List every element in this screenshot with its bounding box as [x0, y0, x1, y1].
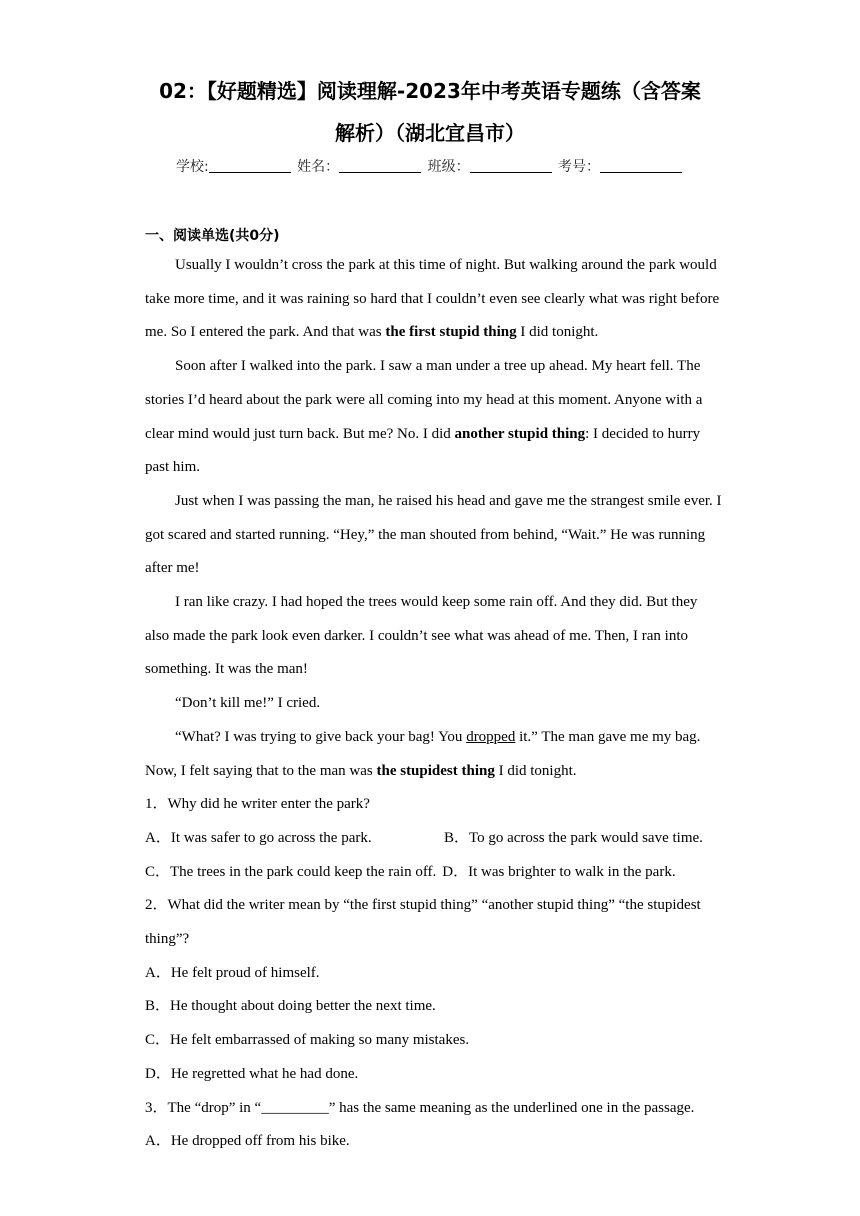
option-c[interactable]: C．The trees in the park could keep the rain off.	[145, 863, 437, 880]
question-1: 1．Why did he writer enter the park?	[145, 796, 370, 813]
question-2: 2．What did the writer mean by “the first stupid thing” “another stupid thing” “the stupidest thing”?	[145, 897, 701, 948]
exam-number-blank[interactable]	[600, 158, 682, 173]
passage-paragraph: “Don’t kill me!” I cried.	[175, 695, 321, 712]
exam-number-label: 考号：	[558, 159, 601, 175]
option-b[interactable]: B．He thought about doing better the next time.	[145, 998, 436, 1015]
document-title-line2: 解析）（湖北宜昌市）	[335, 121, 525, 145]
bold-phrase: the stupidest thing	[376, 762, 495, 779]
school-blank[interactable]	[209, 158, 291, 173]
underlined-word: dropped	[466, 728, 516, 745]
bold-phrase: the first stupid thing	[385, 324, 517, 341]
student-info-line	[0, 156, 860, 176]
name-blank[interactable]	[339, 158, 421, 173]
section-heading: 一、阅读单选(共0分)	[145, 228, 280, 244]
class-blank[interactable]	[470, 158, 552, 173]
school-label: 学校:	[175, 159, 209, 175]
option-d[interactable]: D．It was brighter to walk in the park.	[442, 863, 676, 880]
document-body	[145, 249, 725, 1159]
passage-paragraph: Usually I wouldn’t cross the park at this time of night. But walking around the park would take more time, and it was raining so hard that I couldn’t even see clearly what was right before me. So I entered the park. And that was the first stupid thing I did tonight.	[145, 257, 720, 341]
name-label: 姓名：	[297, 159, 340, 175]
passage-paragraph: Soon after I walked into the park. I saw a man under a tree up ahead. My heart fell. The stories I’d heard about the park were all coming into my head at this moment. Anyone with a clear mind would just turn back. But me? No. I did another stupid thing: I decided to hurry past him.	[145, 358, 703, 476]
passage-paragraph: I ran like crazy. I had hoped the trees would keep some rain off. And they did. But they also made the park look even darker. I couldn’t see what was ahead of me. Then, I ran into something. It was the man!	[145, 594, 698, 678]
document-title-line1: 02：【好题精选】阅读理解-2023年中考英语专题练（含答案	[159, 79, 701, 103]
option-b[interactable]: B．To go across the park would save time.	[444, 829, 703, 846]
passage-paragraph: Just when I was passing the man, he raised his head and gave me the strangest smile ever. I got scared and started running. “Hey,” the man shouted from behind, “Wait.” He was running after me!	[145, 492, 722, 577]
option-a[interactable]: A．He dropped off from his bike.	[145, 1133, 350, 1150]
class-label: 班级：	[427, 159, 470, 175]
option-a[interactable]: A．He felt proud of himself.	[145, 964, 320, 981]
passage-paragraph: “What? I was trying to give back your bag! You dropped it.” The man gave me my bag. Now, I felt saying that to the man was the stupidest thing I did tonight.	[145, 728, 701, 779]
question-1-options-row2	[145, 856, 725, 890]
question-3: 3．The “drop” in “_________” has the same meaning as the underlined one in the passage.	[145, 1099, 695, 1116]
option-c[interactable]: C．He felt embarrassed of making so many mistakes.	[145, 1032, 470, 1049]
option-a[interactable]: A．It was safer to go across the park.	[145, 829, 372, 846]
option-d[interactable]: D．He regretted what he had done.	[145, 1065, 359, 1082]
question-1-options-row1	[145, 822, 725, 856]
bold-phrase: another stupid thing	[454, 425, 586, 442]
